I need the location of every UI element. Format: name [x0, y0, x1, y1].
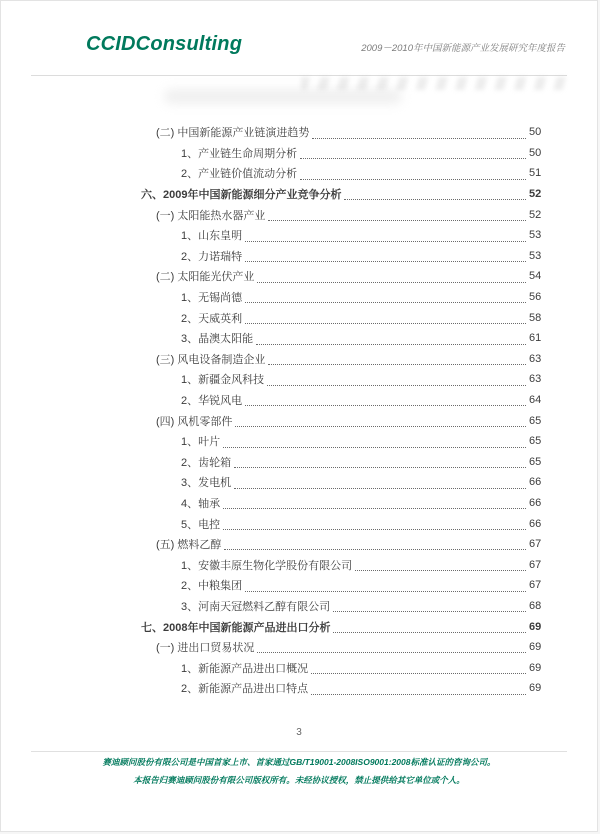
toc-entry-page: 64	[529, 394, 542, 407]
toc-entry-page: 67	[529, 558, 542, 571]
toc-dot-leader	[333, 632, 526, 633]
toc-entry-label: 1、安徽丰原生物化学股份有限公司	[181, 559, 353, 572]
toc-entry	[141, 307, 545, 328]
toc-entry	[141, 472, 545, 493]
toc-entry-page: 69	[529, 620, 542, 633]
toc-entry-label: 2、中粮集团	[181, 580, 243, 593]
page-footer	[1, 754, 597, 789]
footer-divider	[31, 751, 567, 752]
toc-entry	[141, 513, 545, 534]
toc-entry-page: 66	[529, 496, 542, 509]
toc-entry	[141, 328, 545, 349]
toc-entry	[141, 493, 545, 514]
toc-entry	[141, 143, 545, 164]
header-divider	[31, 75, 567, 76]
toc-dot-leader	[300, 158, 526, 159]
toc-dot-leader	[245, 405, 526, 406]
toc-dot-leader	[311, 694, 526, 695]
toc-entry	[141, 431, 545, 452]
toc-dot-leader	[224, 549, 526, 550]
toc-entry-page: 69	[529, 641, 542, 654]
toc-dot-leader	[245, 323, 526, 324]
toc-entry-label: (一) 进出口贸易状况	[156, 642, 255, 655]
toc-entry-label: 2、天威英利	[181, 312, 243, 325]
toc-entry-label: 3、河南天冠燃料乙醇有限公司	[181, 600, 331, 613]
toc-entry	[141, 349, 545, 370]
toc-entry	[141, 163, 545, 184]
toc-dot-leader	[344, 199, 526, 200]
toc-entry	[141, 390, 545, 411]
toc-dot-leader	[223, 508, 526, 509]
toc-dot-leader	[267, 385, 526, 386]
toc-entry	[141, 637, 545, 658]
toc-entry-label: 1、产业链生命周期分析	[181, 147, 298, 160]
toc-entry-label: 2、齿轮箱	[181, 456, 232, 469]
toc-entry-label: 2、产业链价值流动分析	[181, 168, 298, 181]
toc-entry-label: 1、新疆金风科技	[181, 374, 265, 387]
toc-dot-leader	[268, 364, 526, 365]
footer-copyright-line: 本报告归赛迪顾问股份有限公司版权所有。未经协议授权，禁止提供给其它单位或个人。	[133, 774, 465, 785]
watermark-artifact	[301, 77, 567, 90]
toc-entry-label: 七、2008年中国新能源产品进出口分析	[141, 621, 331, 634]
toc-dot-leader	[245, 591, 526, 592]
toc-entry-label: 4、轴承	[181, 497, 221, 510]
toc-entry-page: 68	[529, 599, 542, 612]
toc-entry-page: 61	[529, 332, 542, 345]
toc-dot-leader	[257, 282, 526, 283]
toc-entry	[141, 266, 545, 287]
toc-entry-page: 53	[529, 249, 542, 262]
toc-entry	[141, 678, 545, 699]
toc-entry-label: 1、无锡尚德	[181, 292, 243, 305]
toc-entry-page: 65	[529, 414, 542, 427]
toc-dot-leader	[235, 426, 526, 427]
toc-entry-label: 3、发电机	[181, 477, 232, 490]
toc-entry	[141, 184, 545, 205]
footer-certification-line: 赛迪顾问股份有限公司是中国首家上市、首家通过GB/T19001-2008ISO9001:2008标准认证的咨询公司。	[102, 757, 496, 767]
toc-entry	[141, 225, 545, 246]
toc-dot-leader	[223, 529, 526, 530]
toc-entry	[141, 534, 545, 555]
toc-entry	[141, 657, 545, 678]
toc-dot-leader	[256, 344, 526, 345]
toc-entry-label: 3、晶澳太阳能	[181, 333, 254, 346]
toc-entry-page: 56	[529, 291, 542, 304]
toc-entry-label: 2、华锐风电	[181, 395, 243, 408]
toc-dot-leader	[300, 179, 526, 180]
toc-dot-leader	[355, 570, 526, 571]
toc-dot-leader	[311, 673, 526, 674]
toc-dot-leader	[268, 220, 526, 221]
toc-entry-page: 63	[529, 373, 542, 386]
toc-entry-label: 1、山东皇明	[181, 230, 243, 243]
toc-dot-leader	[333, 611, 526, 612]
toc-entry-label: 2、力诺瑞特	[181, 250, 243, 263]
toc-entry-page: 66	[529, 517, 542, 530]
toc-entry-label: (三) 风电设备制造企业	[156, 353, 266, 366]
toc-dot-leader	[245, 261, 526, 262]
toc-entry	[141, 452, 545, 473]
toc-entry-page: 69	[529, 682, 542, 695]
toc-entry-label: 六、2009年中国新能源细分产业竞争分析	[141, 189, 342, 202]
toc-entry	[141, 122, 545, 143]
page-number: 3	[296, 727, 302, 738]
toc-entry	[141, 554, 545, 575]
toc-entry-page: 67	[529, 579, 542, 592]
toc-entry	[141, 204, 545, 225]
toc-entry-page: 69	[529, 661, 542, 674]
toc-entry-label: (二) 太阳能光伏产业	[156, 271, 255, 284]
toc-dot-leader	[234, 467, 526, 468]
toc-entry-label: 1、新能源产品进出口概况	[181, 662, 309, 675]
toc-entry	[141, 369, 545, 390]
toc-entry-label: (二) 中国新能源产业链演进趋势	[156, 127, 310, 140]
toc-entry	[141, 616, 545, 637]
toc-dot-leader	[223, 447, 526, 448]
toc-entry-page: 50	[529, 126, 542, 139]
toc-dot-leader	[245, 241, 526, 242]
toc-entry-page: 52	[529, 188, 542, 201]
toc-entry	[141, 596, 545, 617]
toc-entry-label: 1、叶片	[181, 436, 221, 449]
toc-entry-page: 58	[529, 311, 542, 324]
toc-entry-page: 66	[529, 476, 542, 489]
toc-dot-leader	[257, 652, 526, 653]
ccid-consulting-logo: CCIDConsulting	[86, 33, 243, 55]
toc-dot-leader	[234, 488, 526, 489]
report-title: 2009－2010年中国新能源产业发展研究年度报告	[361, 43, 565, 54]
toc-entry-page: 65	[529, 435, 542, 448]
toc-entry-label: 2、新能源产品进出口特点	[181, 683, 309, 696]
toc-dot-leader	[245, 302, 526, 303]
toc-entry-label: (五) 燃料乙醇	[156, 539, 222, 552]
toc-entry	[141, 246, 545, 267]
toc-entry-label: (四) 风机零部件	[156, 415, 233, 428]
toc-entry-page: 67	[529, 538, 542, 551]
toc-entry-page: 52	[529, 208, 542, 221]
toc-entry-page: 51	[529, 167, 542, 180]
toc-dot-leader	[312, 138, 526, 139]
toc-entry	[141, 410, 545, 431]
toc-entry-label: 5、电控	[181, 518, 221, 531]
toc-list	[141, 122, 545, 699]
toc-entry-page: 54	[529, 270, 542, 283]
toc-entry-page: 65	[529, 455, 542, 468]
toc-entry	[141, 287, 545, 308]
toc-entry-page: 63	[529, 352, 542, 365]
toc-entry	[141, 575, 545, 596]
toc-entry-page: 50	[529, 146, 542, 159]
page-header	[86, 33, 565, 56]
toc-entry-label: (一) 太阳能热水器产业	[156, 209, 266, 222]
watermark-artifact	[164, 89, 402, 104]
toc-entry-page: 53	[529, 229, 542, 242]
